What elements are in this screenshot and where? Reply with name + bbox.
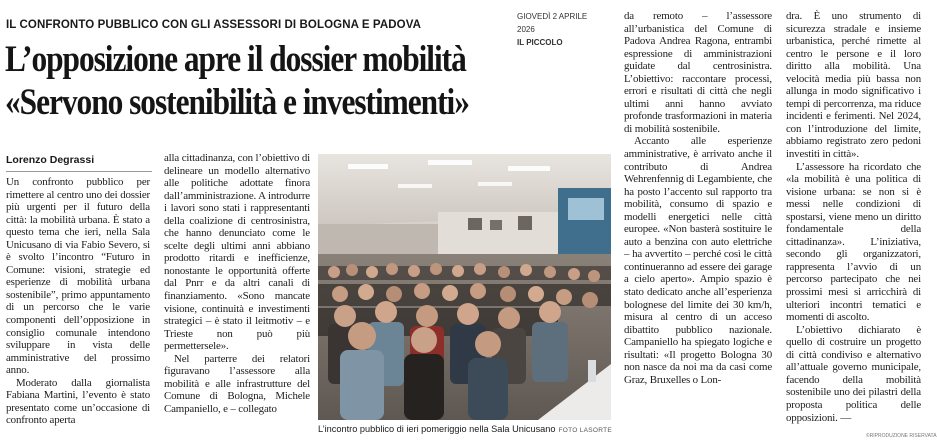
paragraph: da remoto – l’assessore all’urbanistica del Comune di Padova Andrea Ragona, entrambi espressione di amministrazioni guidate dal centrosinistra. L’obiettivo: raccontare processi, errori e risultati di città che negli ultimi anni hanno avviato profonde trasformazioni in materia di mobilità sostenibile. xyxy=(624,10,772,135)
article-kicker: IL CONFRONTO PUBBLICO CON GLI ASSESSORI DI BOLOGNA E PADOVA xyxy=(6,19,422,31)
article-column-4 xyxy=(786,10,921,424)
publication-date: GIOVEDÌ 2 APRILE 2026 xyxy=(517,12,588,34)
headline-line-2: «Servono sostenibilità e investimenti» xyxy=(5,81,469,122)
byline: Lorenzo Degrassi xyxy=(6,154,152,172)
photo-credit: FOTO LASORTE xyxy=(558,427,613,434)
paragraph: Accanto alle esperienze amministrative, è arrivato anche il contributo di Andrea Wehrenfennig di Legambiente, che ha posto l’accento sul rapporto tra mobilità, consumo di spazio e modelli energetici nelle città europee. «Non basterà sostituire le auto a benzina con auto elettriche – ha avvertito – perché così le città continueranno ad essere dei garage a cielo aperto». Ampio spazio è stato dedicato anche all’esperienza bolognese del limite dei 30 km/h, misura al centro di un acceso dibattito pubblico nazionale. Campaniello ha spiegato logiche e risultati: «Il progetto Bologna 30 non nasce da noi ma da casi come Graz, Bruxelles o Lon- xyxy=(624,135,772,386)
copyright-notice: ©RIPRODUZIONE RISERVATA xyxy=(866,433,937,439)
photo-caption xyxy=(318,424,611,434)
headline xyxy=(5,37,530,123)
article-column-1 xyxy=(6,176,150,427)
newspaper-name: IL PICCOLO xyxy=(517,38,563,47)
paragraph: alla cittadinanza, con l’obiettivo di delineare un modello alternativo alle politiche adottate finora dall’amministrazione. A introdurre i lavori sono stati i rappresentanti della coalizione di centrosinistra, che hanno denunciato come le scelte degli ultimi anni abbiano prodotto ritardi e inefficienze, nonostante le opportunità offerte dal Pnrr e da altri canali di finanziamento. «Sono mancate visione, continuità e investimenti strategici – è stato il leitmotiv – e Trieste non può più permettersele». xyxy=(164,152,310,353)
headline-line-1: L’opposizione apre il dossier mobilità xyxy=(5,38,466,79)
paragraph: L’assessore ha ricordato che «la mobilità è una politica di visione urbana: se non si è messi nelle condizioni di spostarsi, viene meno un diritto fondamentale della cittadinanza». L’iniziativa, secondo gli organizzatori, rappresenta l’avvio di un percorso partecipato che nei prossimi mesi si arricchirà di ulteriori incontri tematici e momenti di ascolto. xyxy=(786,160,921,324)
paragraph: Nel parterre dei relatori figuravano l’assessore alla mobilità e alle infrastrutture del Comune di Bologna, Michele Campaniello, e – collegato xyxy=(164,352,310,415)
dateline xyxy=(517,10,603,49)
conference-room-photo xyxy=(318,154,611,420)
paragraph: dra. È uno strumento di sicurezza stradale e insieme urbanistica, perché rimette al centro le persone e il loro diritto alla mobilità. Una velocità media più bassa non allunga in modo significativo i tempi di percorrenza, ma riduce incidenti e ferimenti. Nel 2024, con l’introduzione del limite, abbiamo registrato zero pedoni investiti in città». xyxy=(786,10,921,161)
article-column-3 xyxy=(624,10,772,386)
paragraph: L’obiettivo dichiarato è quello di costruire un progetto di città condiviso e alternativo all’attuale governo municipale, facendo della mobilità sostenibile uno dei pilastri della proposta politica delle opposizioni. — xyxy=(786,323,921,424)
paragraph: Un confronto pubblico per rimettere al centro uno dei dossier più urgenti per il futuro della città: la mobilità urbana. È stato a questo tema che ieri, nella Sala Unicusano di via Fabio Severo, si è svolto l’incontro “Futuro in Comune: visioni, strategie ed esperienze di mobilità urbana sostenibile”, primo appuntamento di un percorso che le varie componenti dell’opposizione in consiglio comunale intendono sviluppare in vista delle amministrative del prossimo anno. xyxy=(6,176,150,377)
article-column-2 xyxy=(164,152,310,415)
article-photo xyxy=(318,154,611,420)
paragraph: Moderato dalla giornalista Fabiana Martini, l’evento è stato presentato come un’occasione di confronto aperta xyxy=(6,376,150,427)
caption-text: L’incontro pubblico di ieri pomeriggio nella Sala Unicusano xyxy=(318,424,556,434)
